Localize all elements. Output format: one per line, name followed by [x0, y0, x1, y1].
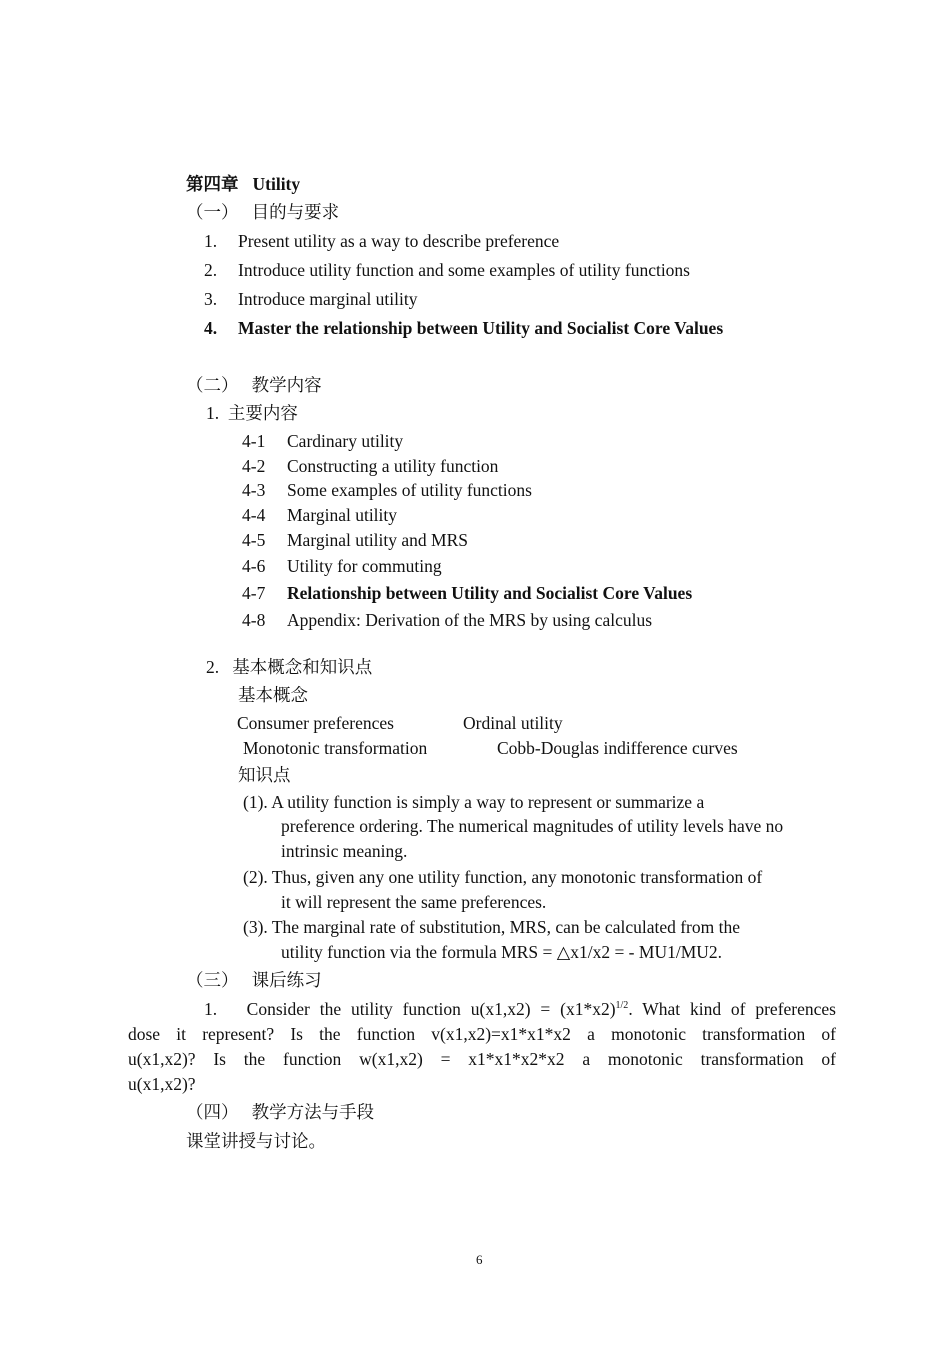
- exercise-line: dose it represent? Is the function v(x1,x2)=x1*x1*x2 a monotonic transformation of: [128, 1024, 836, 1044]
- objective-text: Present utility as a way to describe preference: [238, 231, 560, 251]
- page-number: 6: [476, 1252, 483, 1267]
- chapter-title: [186, 176, 300, 194]
- exercise-line: u(x1,x2)? Is the function w(x1,x2) = x1*x1*x2*x2 a monotonic transformation of: [128, 1049, 836, 1069]
- objective-num: 3.: [204, 289, 218, 309]
- knowledge-line: (2). Thus, given any one utility function, any monotonic transformation of: [243, 867, 763, 887]
- concept-term: Monotonic transformation: [243, 738, 428, 758]
- knowledge-line: it will represent the same preferences.: [281, 892, 547, 912]
- knowledge-line: preference ordering. The numerical magnitudes of utility levels have no: [281, 816, 784, 836]
- section4-heading: （四） 教学方法与手段: [186, 1102, 375, 1122]
- concept-term: Consumer preferences: [237, 713, 394, 733]
- section1-heading: （一） 目的与要求: [186, 202, 340, 222]
- topic-code: 4-3: [242, 480, 266, 500]
- objective-num: 4.: [204, 318, 218, 338]
- topic-text: Marginal utility and MRS: [287, 530, 468, 550]
- topic-code: 4-5: [242, 530, 266, 550]
- objective-text: Master the relationship between Utility and Socialist Core Values: [238, 318, 724, 338]
- concepts-label: 基本概念: [238, 685, 308, 705]
- topic-text: Marginal utility: [287, 505, 398, 525]
- teaching-method-text: 课堂讲授与讨论。: [186, 1131, 326, 1151]
- topic-code: 4-4: [242, 505, 266, 525]
- section2-heading: （二） 教学内容: [186, 375, 322, 395]
- exercise-line: u(x1,x2)?: [128, 1074, 196, 1094]
- objective-num: 2.: [204, 260, 218, 280]
- exponent: 1/2: [615, 1000, 629, 1012]
- concepts-heading: 2. 基本概念和知识点: [206, 657, 373, 677]
- topic-text: Constructing a utility function: [287, 456, 499, 476]
- topic-code: 4-2: [242, 456, 266, 476]
- topic-text: Relationship between Utility and Socialist Core Values: [287, 583, 693, 603]
- chapter-title-cn: 第四章: [186, 174, 239, 194]
- section3-heading: （三） 课后练习: [186, 970, 322, 990]
- exercise-line: [204, 1001, 836, 1019]
- knowledge-line: (1). A utility function is simply a way to represent or summarize a: [243, 792, 705, 812]
- concept-term: Ordinal utility: [463, 713, 563, 733]
- knowledge-line: intrinsic meaning.: [281, 841, 408, 861]
- topic-code: 4-1: [242, 431, 266, 451]
- concept-term: Cobb-Douglas indifference curves: [497, 738, 738, 758]
- topic-code: 4-7: [242, 583, 266, 603]
- exercise-text: 1. Consider the utility function u(x1,x2) = (x1*x2): [204, 999, 616, 1019]
- topic-code: 4-8: [242, 610, 266, 630]
- main-content-heading: 1. 主要内容: [206, 403, 298, 423]
- knowledge-label: 知识点: [238, 765, 291, 785]
- objective-text: Introduce utility function and some examples of utility functions: [238, 260, 690, 280]
- topic-text: Appendix: Derivation of the MRS by using calculus: [287, 610, 653, 630]
- topic-code: 4-6: [242, 556, 266, 576]
- objective-text: Introduce marginal utility: [238, 289, 418, 309]
- chapter-title-en: Utility: [252, 174, 301, 194]
- topic-text: Utility for commuting: [287, 556, 442, 576]
- objective-num: 1.: [204, 231, 218, 251]
- knowledge-line: utility function via the formula MRS = △x1/x2 = - MU1/MU2.: [281, 942, 723, 962]
- topic-text: Cardinary utility: [287, 431, 404, 451]
- topic-text: Some examples of utility functions: [287, 480, 532, 500]
- exercise-text: . What kind of preferences: [628, 999, 836, 1019]
- knowledge-line: (3). The marginal rate of substitution, MRS, can be calculated from the: [243, 917, 740, 937]
